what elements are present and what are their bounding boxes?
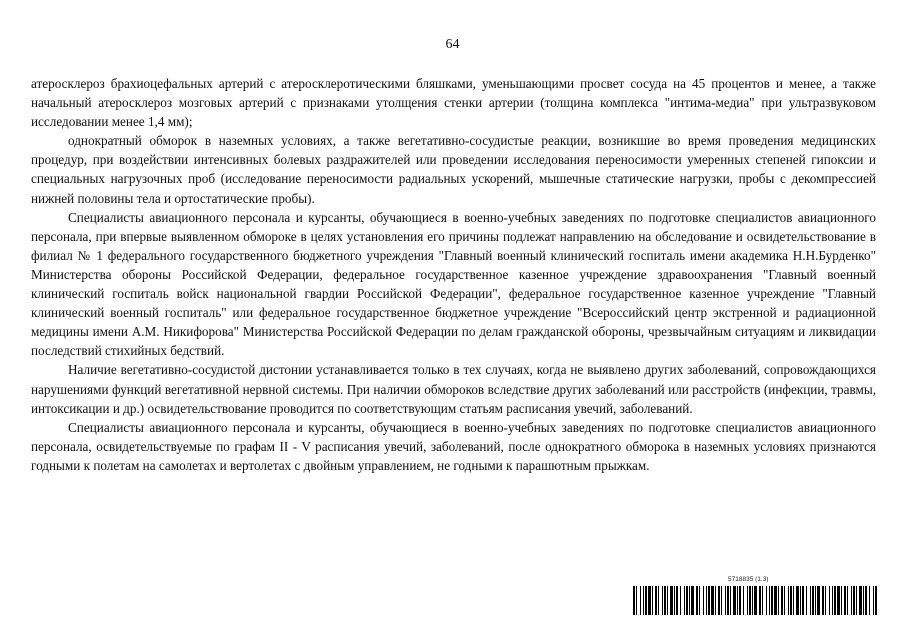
paragraph: однократный обморок в наземных условиях, а также вегетативно-сосудистые реакции, возникшие во время проведения медицинских процедур, при воздействии интенсивных болевых раздражителей или проведении исследования переносимости умеренных степеней гипоксии и специальных нагрузочных проб (исследование переносимости радиальных ускорений, мышечные статические нагрузки, пробы с декомпрессией нижней половины тела и ортостатические пробы). [31,133,876,206]
barcode-image [633,586,878,615]
paragraph: Специалисты авиационного персонала и курсанты, обучающиеся в военно-учебных заведениях по подготовке специалистов авиационного персонала, освидетельствуемые по графам II - V расписания увечий, заболеваний, после однократного обморока в наземных условиях признаются годными к полетам на самолетах и вертолетах с двойным управлением, не годными к парашютным прыжкам. [31,419,876,473]
paragraph: Наличие вегетативно-сосудистой дистонии устанавливается только в тех случаях, когда не выявлено других заболеваний, сопровождающихся нарушениями функций вегетативной нервной системы. При наличии обмороков вследствие других заболеваний или расстройств (инфекции, травмы, интоксикации и др.) освидетельствование проводится по соответствующим статьям расписания увечий, заболеваний. [31,362,876,416]
page-number: 64 [445,37,460,52]
barcode [633,576,878,616]
paragraph: Специалисты авиационного персонала и курсанты, обучающиеся в военно-учебных заведениях по подготовке специалистов авиационного персонала, при впервые выявленном обмороке в целях установления его причины подлежат направлению на обследование и освидетельствование в филиал № 1 федерального государственного бюджетного учреждения "Главный военный клинический госпиталь имени академика Н.Н.Бурденко" Министерства обороны Российской Федерации, федеральное государственное казенное учреждение здравоохранения "Главный военный клинический госпиталь войск национальной гвардии Российской Федерации", федеральное государственное казенное учреждение "Главный клинический военный госпиталь" или федеральное государственное бюджетное учреждение "Всероссийский центр экстренной и радиационной медицины имени А.М. Никифорова" Министерства Российской Федерации по делам гражданской обороны, чрезвычайным ситуациям и ликвидации последствий стихийных бедствий. [31,209,876,359]
paragraph: атеросклероз брахиоцефальных артерий с атеросклеротическими бляшками, уменьшающими просвет сосуда на 45 процентов и менее, а также начальный атеросклероз мозговых артерий с признаками утолщения стенки артерии (толщина комплекса "интима-медиа" при ультразвуковом исследовании менее 1,4 мм); [31,76,876,130]
barcode-caption: 5718835 (1.3) [728,576,769,583]
document-body [31,74,876,475]
